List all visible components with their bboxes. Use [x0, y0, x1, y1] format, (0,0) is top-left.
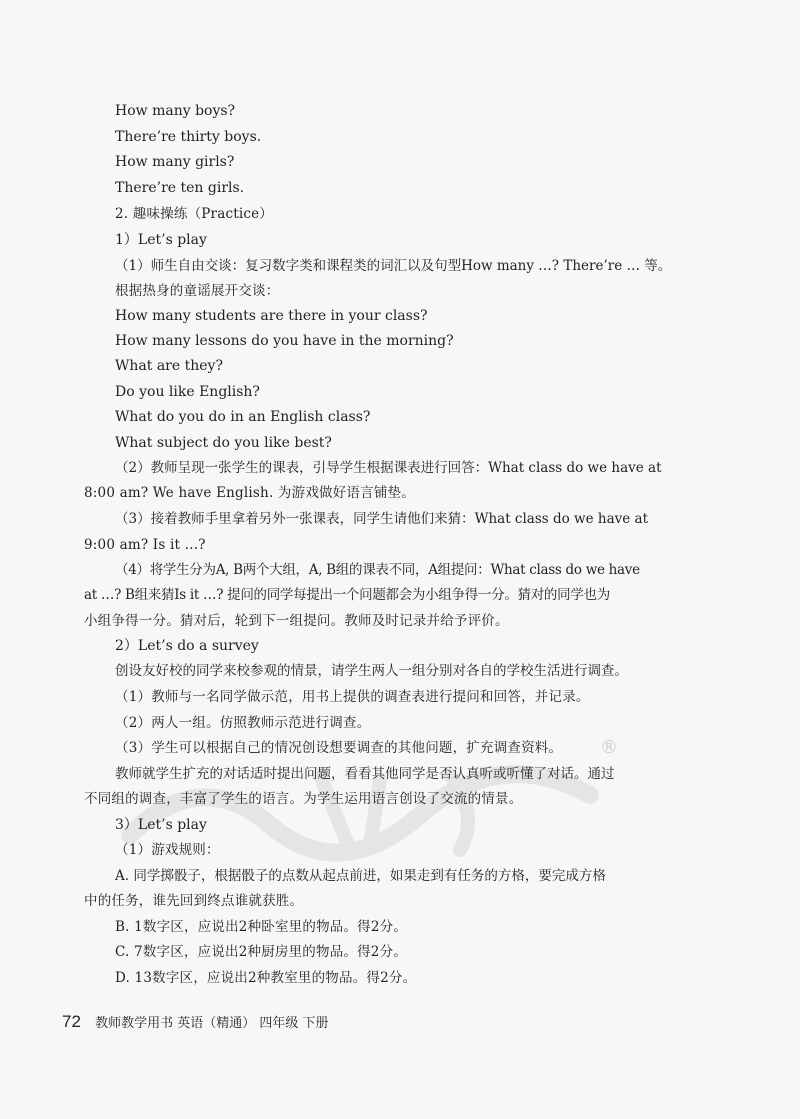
body-paragraph: 中的任务，谁先回到终点谁就获胜。	[84, 893, 304, 909]
dialogue-line: What do you do in an English class?	[115, 409, 371, 425]
dialogue-line: How many boys?	[115, 103, 236, 119]
watermark-registered-mark: ®	[600, 737, 618, 758]
body-paragraph: 9:00 am? Is it …?	[84, 537, 206, 553]
body-paragraph: at …? B组来猜Is it …? 提问的同学每提出一个问题都会为小组争得一分。猜对的同学也为	[84, 587, 610, 603]
subsection-heading: 1）Let’s play	[115, 232, 207, 248]
subsection-heading: 3）Let’s play	[115, 817, 207, 833]
dialogue-line: How many lessons do you have in the morning?	[115, 333, 454, 349]
body-paragraph: （1）教师与一名同学做示范，用书上提供的调查表进行提问和回答，并记录。	[115, 689, 590, 705]
body-paragraph: （1）游戏规则：	[115, 842, 220, 858]
body-paragraph: 小组争得一分。猜对后，轮到下一组提问。教师及时记录并给予评价。	[84, 613, 509, 629]
body-paragraph: （3）学生可以根据自己的情况创设想要调查的其他问题，扩充调查资料。	[115, 740, 563, 756]
subsection-heading: 2）Let’s do a survey	[115, 638, 259, 654]
body-paragraph: C. 7数字区，应说出2种厨房里的物品。得2分。	[115, 944, 407, 960]
body-paragraph: 不同组的调查，丰富了学生的语言。为学生运用语言创设了交流的情景。	[84, 791, 523, 807]
page-footer	[62, 1012, 702, 1034]
dialogue-line: How many students are there in your class?	[115, 308, 428, 324]
body-paragraph: （2）两人一组。仿照教师示范进行调查。	[115, 715, 371, 731]
body-paragraph: A. 同学掷骰子，根据骰子的点数从起点前进，如果走到有任务的方格，要完成方格	[115, 868, 606, 884]
section-heading: 2. 趣味操练（Practice）	[115, 206, 274, 222]
dialogue-line: How many girls?	[115, 154, 235, 170]
dialogue-line: Do you like English?	[115, 384, 260, 400]
body-paragraph: （2）教师呈现一张学生的课表，引导学生根据课表进行回答：What class do we have at	[115, 460, 662, 476]
body-paragraph: 根据热身的童谣展开交谈：	[115, 283, 280, 299]
book-title: 教师教学用书 英语（精通） 四年级 下册	[95, 1016, 329, 1031]
dialogue-line: There’re thirty boys.	[115, 129, 262, 145]
body-paragraph: （1）师生自由交谈：复习数字类和课程类的词汇以及句型How many …? There’re … 等。	[115, 258, 672, 274]
dialogue-line: What are they?	[115, 358, 223, 374]
dialogue-line: There’re ten girls.	[115, 180, 245, 196]
body-paragraph: （4）将学生分为A, B两个大组，A, B组的课表不同，A组提问：What class do we have	[115, 562, 640, 578]
body-paragraph: 创设友好校的同学来校参观的情景，请学生两人一组分别对各自的学校生活进行调查。	[115, 663, 628, 679]
body-paragraph: B. 1数字区，应说出2种卧室里的物品。得2分。	[115, 919, 408, 935]
body-paragraph: D. 13数字区，应说出2种教室里的物品。得2分。	[115, 970, 417, 986]
page-number: 72	[62, 1012, 81, 1031]
dialogue-line: What subject do you like best?	[115, 435, 332, 451]
body-paragraph: （3）接着教师手里拿着另外一张课表，同学生请他们来猜：What class do we have at	[115, 511, 649, 527]
body-paragraph: 8:00 am? We have English. 为游戏做好语言铺垫。	[84, 485, 415, 501]
body-paragraph: 教师就学生扩充的对话适时提出问题，看看其他同学是否认真听或听懂了对话。通过	[115, 766, 615, 782]
